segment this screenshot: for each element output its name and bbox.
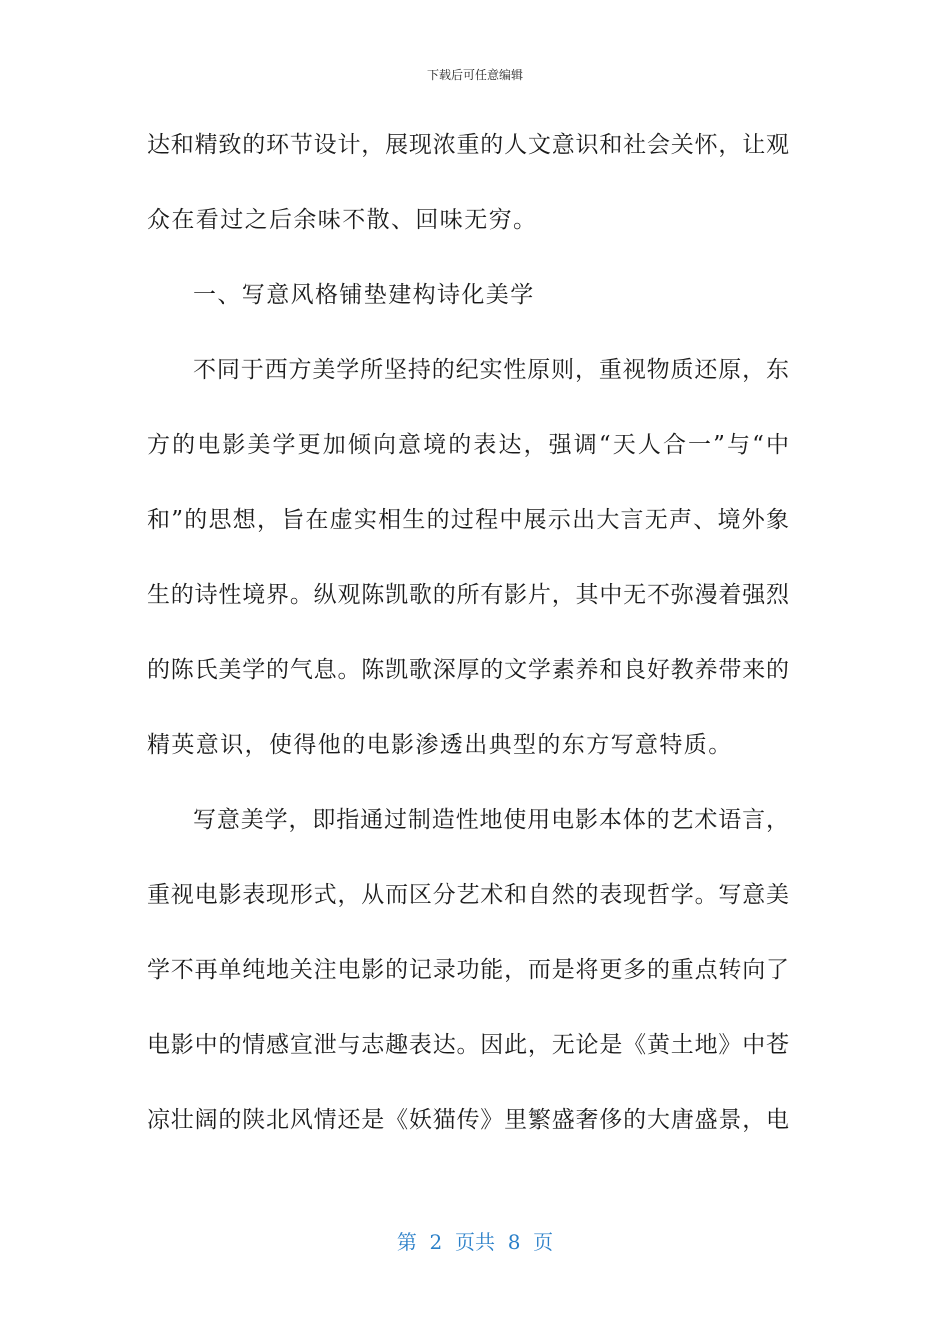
page-number-footer: 第 2 页共 8 页 (396, 1230, 554, 1254)
body-line: 的陈氏美学的气息。陈凯歌深厚的文学素养和良好教养带来的 (147, 657, 789, 683)
body-line: 电影中的情感宣泄与志趣表达。因此，无论是《黄土地》中苍 (147, 1032, 789, 1058)
body-line: 达和精致的环节设计，展现浓重的人文意识和社会关怀，让观 (147, 132, 789, 158)
body-line: 写意美学，即指通过制造性地使用电影本体的艺术语言， (193, 807, 789, 833)
body-line: 和”的思想，旨在虚实相生的过程中展示出大言无声、境外象 (147, 507, 789, 533)
body-line: 生的诗性境界。纵观陈凯歌的所有影片，其中无不弥漫着强烈 (147, 582, 789, 608)
body-line: 众在看过之后余味不散、回味无穷。 (147, 207, 538, 233)
body-line: 重视电影表现形式，从而区分艺术和自然的表现哲学。写意美 (147, 882, 789, 908)
body-line: 方的电影美学更加倾向意境的表达，强调“天人合一”与“中 (147, 432, 789, 458)
body-line: 学不再单纯地关注电影的记录功能，而是将更多的重点转向了 (147, 957, 789, 983)
section-heading: 一、写意风格铺垫建构诗化美学 (193, 282, 535, 308)
body-line: 凉壮阔的陕北风情还是《妖猫传》里繁盛奢侈的大唐盛景，电 (147, 1107, 789, 1133)
body-line: 精英意识，使得他的电影渗透出典型的东方写意特质。 (147, 732, 733, 758)
body-line: 不同于西方美学所坚持的纪实性原则，重视物质还原，东 (193, 357, 789, 383)
page-header: 下载后可任意编辑 (426, 68, 523, 82)
